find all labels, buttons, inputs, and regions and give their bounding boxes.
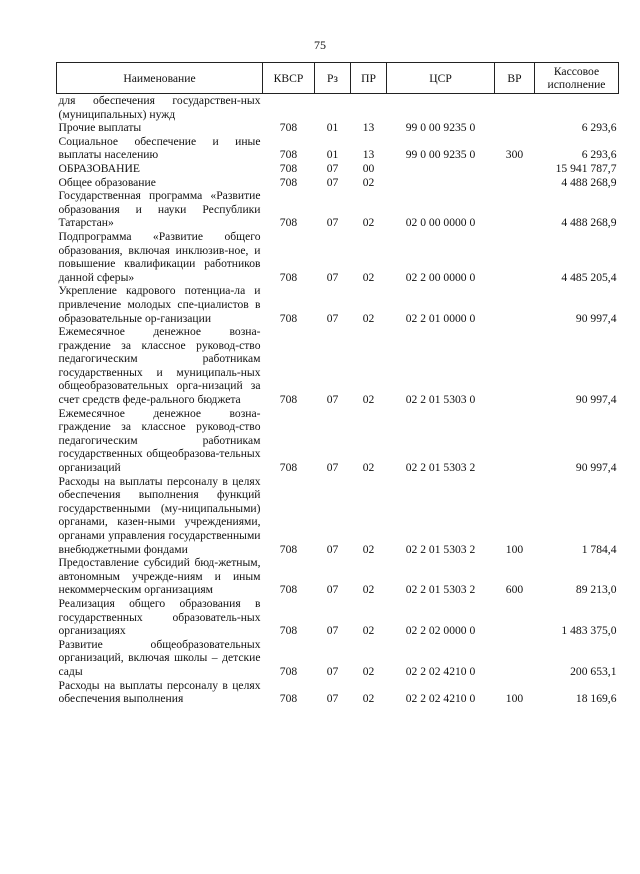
row-vr xyxy=(495,325,535,407)
row-rz: 07 xyxy=(326,270,339,284)
row-pr: 13 xyxy=(362,121,375,135)
row-kvsr: 708 xyxy=(279,692,298,706)
row-name: Подпрограмма «Развитие общего образования, включая инклюзив-ное, и повышение квалификации работников данной сферы» xyxy=(58,229,261,284)
row-kvsr: 708 xyxy=(279,542,298,556)
row-csr xyxy=(387,162,495,176)
row-kvsr: 708 xyxy=(279,583,298,597)
row-amount: 18 169,6 xyxy=(575,692,617,706)
table-row xyxy=(57,121,619,135)
row-amount: 15 941 787,7 xyxy=(555,161,617,175)
row-rz: 07 xyxy=(326,624,339,638)
row-rz: 07 xyxy=(326,664,339,678)
row-csr: 02 2 01 5303 2 xyxy=(405,583,476,597)
row-pr: 00 xyxy=(362,161,375,175)
row-name: Предоставление субсидий бюд-жетным, автономным учрежде-ниям и иным некоммерческим организациям xyxy=(58,556,261,597)
row-pr: 02 xyxy=(362,461,375,475)
row-vr: 100 xyxy=(505,692,524,706)
row-rz: 07 xyxy=(326,692,339,706)
row-csr xyxy=(387,94,495,122)
row-name: Развитие общеобразовательных организаций, включая школы – детские сады xyxy=(58,637,261,678)
row-pr: 02 xyxy=(362,664,375,678)
row-csr: 02 2 02 0000 0 xyxy=(405,624,476,638)
page-number: 75 xyxy=(314,38,326,52)
row-name: Ежемесячное денежное возна-граждение за классное руковод-ство педагогическим работникам государственных общеобразова-тельных организаций xyxy=(58,406,261,475)
row-pr: 02 xyxy=(362,270,375,284)
row-name: Укрепление кадрового потенциа-ла и привлечение молодых спе-циалистов в образовательные ор-ганизации xyxy=(58,284,261,325)
row-vr xyxy=(495,407,535,475)
row-kvsr: 708 xyxy=(279,161,298,175)
row-rz: 01 xyxy=(326,148,339,162)
row-rz: 07 xyxy=(326,542,339,556)
row-amount: 90 997,4 xyxy=(575,311,617,325)
row-pr: 02 xyxy=(362,542,375,556)
table-row xyxy=(57,638,619,679)
row-vr xyxy=(495,121,535,135)
row-csr: 99 0 00 9235 0 xyxy=(405,148,476,162)
row-rz: 07 xyxy=(326,461,339,475)
row-vr xyxy=(495,230,535,284)
row-rz: 07 xyxy=(326,311,339,325)
header-kvsr: КВСР xyxy=(263,63,315,94)
row-amount: 4 485 205,4 xyxy=(561,270,617,284)
row-name: Расходы на выплаты персоналу в целях обеспечения выполнения функций государственными (му-ниципальными) органами, казен-ными учреждениями, органами управления государственными внебюджетными фондами xyxy=(58,474,261,556)
row-name: для обеспечения государствен-ных (муниципальных) нужд xyxy=(58,94,261,121)
row-pr: 02 xyxy=(362,216,375,230)
header-rz: Рз xyxy=(315,63,351,94)
row-vr xyxy=(495,176,535,190)
row-amount: 90 997,4 xyxy=(575,461,617,475)
table-body xyxy=(57,94,619,706)
row-kvsr: 708 xyxy=(279,216,298,230)
row-vr: 600 xyxy=(505,583,524,597)
header-vr: ВР xyxy=(495,63,535,94)
row-name: Ежемесячное денежное возна-граждение за классное руковод-ство педагогическим работникам государственных и муниципаль-ных общеобразовательных орга-низаций за счет средств феде-рального бюджета xyxy=(58,325,261,407)
row-pr: 02 xyxy=(362,624,375,638)
row-rz: 07 xyxy=(326,583,339,597)
row-amount: 89 213,0 xyxy=(575,583,617,597)
table-row xyxy=(57,597,619,638)
row-amount: 1 483 375,0 xyxy=(561,624,617,638)
row-name: Государственная программа «Развитие образования и науки Республики Татарстан» xyxy=(58,189,261,230)
row-vr: 100 xyxy=(505,542,524,556)
row-amount: 6 293,6 xyxy=(581,121,617,135)
table-row xyxy=(57,407,619,475)
row-kvsr xyxy=(263,94,315,122)
row-name: Прочие выплаты xyxy=(58,121,142,135)
table-row xyxy=(57,189,619,230)
table-row xyxy=(57,556,619,597)
row-pr: 02 xyxy=(362,583,375,597)
row-kvsr: 708 xyxy=(279,270,298,284)
row-pr xyxy=(351,94,387,122)
row-name: Реализация общего образования в государственных образователь-ных организациях xyxy=(58,596,261,638)
row-name: ОБРАЗОВАНИЕ xyxy=(58,161,140,175)
row-amount: 4 488 268,9 xyxy=(561,175,617,189)
table-row xyxy=(57,284,619,325)
row-pr: 02 xyxy=(362,393,375,407)
row-name: Социальное обеспечение и иные выплаты населению xyxy=(58,134,261,162)
row-csr: 02 2 01 5303 2 xyxy=(405,461,476,475)
row-rz: 07 xyxy=(326,161,339,175)
budget-execution-table xyxy=(56,62,619,706)
row-csr: 02 2 02 4210 0 xyxy=(405,692,476,706)
row-vr xyxy=(495,284,535,325)
row-pr: 02 xyxy=(362,175,375,189)
table-row xyxy=(57,230,619,284)
row-csr: 02 2 00 0000 0 xyxy=(405,270,476,284)
row-kvsr: 708 xyxy=(279,624,298,638)
row-kvsr: 708 xyxy=(279,664,298,678)
row-kvsr: 708 xyxy=(279,148,298,162)
row-kvsr: 708 xyxy=(279,461,298,475)
row-rz: 07 xyxy=(326,175,339,189)
row-rz: 07 xyxy=(326,216,339,230)
row-name: Общее образование xyxy=(58,175,156,189)
row-kvsr: 708 xyxy=(279,121,298,135)
table-header-row xyxy=(57,63,619,94)
row-pr: 02 xyxy=(362,692,375,706)
table-row xyxy=(57,679,619,706)
table-row xyxy=(57,325,619,407)
row-kvsr: 708 xyxy=(279,393,298,407)
row-kvsr: 708 xyxy=(279,311,298,325)
row-csr: 02 2 01 0000 0 xyxy=(405,311,476,325)
row-vr xyxy=(495,94,535,122)
table-row xyxy=(57,176,619,190)
row-pr: 02 xyxy=(362,311,375,325)
row-vr: 300 xyxy=(505,148,524,162)
row-csr: 99 0 00 9235 0 xyxy=(405,121,476,135)
row-csr: 02 2 02 4210 0 xyxy=(405,664,476,678)
row-csr: 02 0 00 0000 0 xyxy=(405,216,476,230)
header-pr: ПР xyxy=(351,63,387,94)
row-amount: 200 653,1 xyxy=(570,664,617,678)
row-amount xyxy=(535,94,619,122)
row-vr xyxy=(495,638,535,679)
table-row xyxy=(57,94,619,122)
row-pr: 13 xyxy=(362,148,375,162)
row-vr xyxy=(495,189,535,230)
table-row xyxy=(57,475,619,557)
header-csr: ЦСР xyxy=(387,63,495,94)
row-kvsr: 708 xyxy=(279,175,298,189)
row-rz: 01 xyxy=(326,121,339,135)
header-name: Наименование xyxy=(57,63,263,94)
row-vr xyxy=(495,597,535,638)
row-rz xyxy=(315,94,351,122)
row-amount: 1 784,4 xyxy=(581,542,617,556)
table-row xyxy=(57,162,619,176)
table-row xyxy=(57,135,619,162)
row-amount: 4 488 268,9 xyxy=(561,216,617,230)
row-csr: 02 2 01 5303 2 xyxy=(405,542,476,556)
row-vr xyxy=(495,162,535,176)
row-amount: 6 293,6 xyxy=(581,148,617,162)
row-name: Расходы на выплаты персоналу в целях обеспечения выполнения xyxy=(58,678,261,706)
row-rz: 07 xyxy=(326,393,339,407)
row-csr: 02 2 01 5303 0 xyxy=(405,393,476,407)
header-amount: Кассовое исполнение xyxy=(535,63,619,94)
row-csr xyxy=(387,176,495,190)
row-amount: 90 997,4 xyxy=(575,393,617,407)
